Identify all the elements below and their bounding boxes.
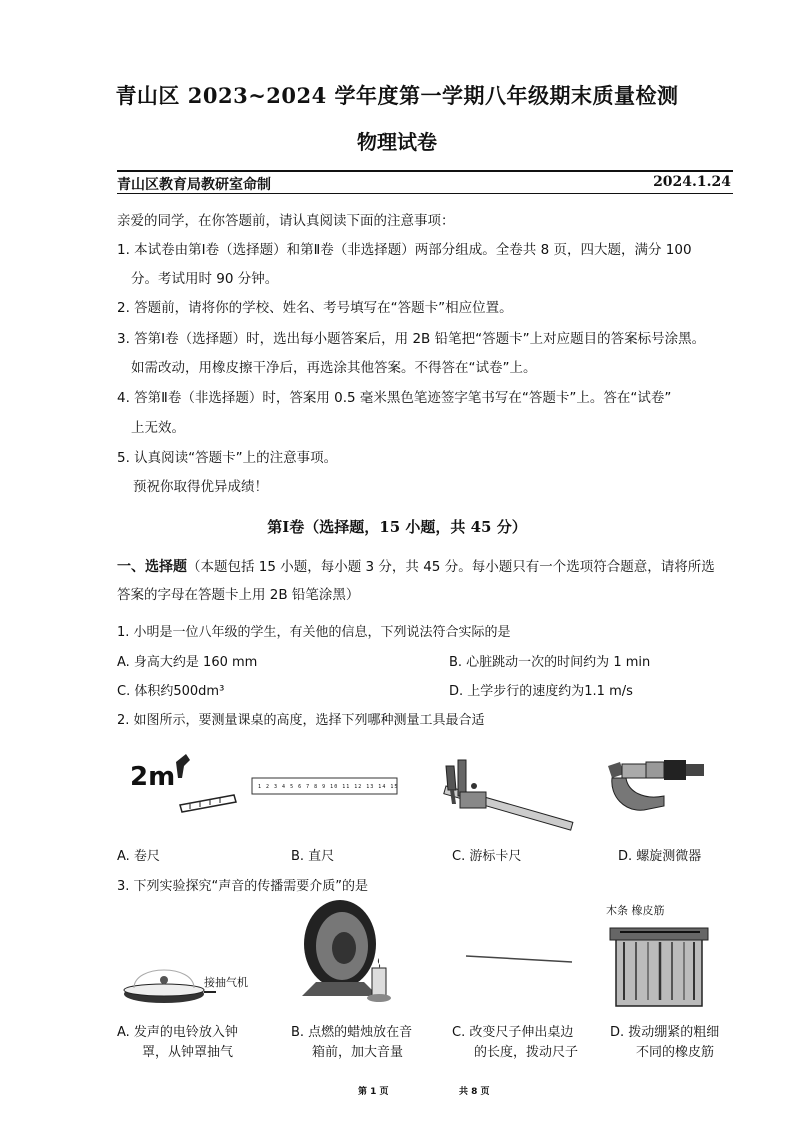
q2-stem: 2. 如图所示，要测量课桌的高度，选择下列哪种测量工具最合适 (117, 713, 485, 728)
notice-item-1: 1. 本试卷由第Ⅰ卷（选择题）和第Ⅱ卷（非选择题）两部分组成。全卷共 8 页，四大题，满分 100 (117, 242, 692, 258)
part-instr-line-2: 答案的字母在答题卡上用 2B 铅笔涂黑） (117, 587, 360, 603)
notice-wish: 预祝你取得优异成绩！ (133, 479, 268, 495)
header-rule-top (117, 170, 733, 172)
tape-measure-icon (126, 750, 246, 830)
q2-option-c: C. 游标卡尺 (452, 849, 522, 864)
q3-option-d-line-2: 不同的橡皮筋 (636, 1045, 715, 1060)
q2-figure-ruler (250, 772, 400, 802)
q3-figure-ruler-table (460, 950, 580, 970)
ruler-numbers: 1 2 3 4 5 6 7 8 9 10 11 12 13 14 15 (258, 784, 399, 790)
exam-subtitle: 物理试卷 (357, 130, 437, 154)
q3-option-a-line-1: A. 发声的电铃放入钟 (117, 1025, 238, 1040)
tape-measure-label: 2m (130, 762, 176, 792)
ruler-table-icon (460, 950, 580, 970)
q2-option-d: D. 螺旋测微器 (618, 849, 702, 864)
q1-option-b: B. 心脏跳动一次的时间约为 1 min (449, 655, 651, 670)
bell-jar-label: 接抽气机 (204, 976, 248, 989)
part-instr-line-1: （本题包括 15 小题，每小题 3 分，共 45 分。每小题只有一个选项符合题意，请将所选 (187, 559, 715, 575)
exam-title: 青山区 2023~2024 学年度第一学期八年级期末质量检测 (115, 83, 679, 108)
q2-figure-micrometer (604, 756, 710, 820)
notice-item-2: 2. 答题前，请将你的学校、姓名、考号填写在“答题卡”相应位置。 (117, 300, 513, 316)
section-heading: 第Ⅰ卷（选择题，15 小题，共 45 分） (267, 518, 527, 536)
notice-item-3: 3. 答第Ⅰ卷（选择题）时，选出每小题答案后，用 2B 铅笔把“答题卡”上对应题目的答案标号涂黑。 (117, 331, 706, 347)
q1-option-a: A. 身高大约是 160 mm (117, 655, 258, 670)
q3-figure-rubber-bands (604, 900, 714, 1012)
notice-item-1-cont: 分。考试用时 90 分钟。 (131, 271, 279, 287)
q1-option-d: D. 上学步行的速度约为1.1 m/s (449, 684, 633, 699)
q1-stem: 1. 小明是一位八年级的学生，有关他的信息，下列说法符合实际的是 (117, 625, 511, 640)
q1-option-c: C. 体积约500dm³ (117, 684, 225, 699)
notice-item-4: 4. 答第Ⅱ卷（非选择题）时，答案用 0.5 毫米黑色笔迹签字笔书写在“答题卡”上。答在“试卷” (117, 390, 672, 406)
q2-option-a: A. 卷尺 (117, 849, 160, 864)
notice-item-3-cont: 如需改动，用橡皮擦干净后，再选涂其他答案。不得答在“试卷”上。 (131, 360, 537, 376)
notice-greeting: 亲爱的同学，在你答题前，请认真阅读下面的注意事项： (117, 213, 455, 229)
q3-figure-speaker-candle (290, 898, 400, 1010)
q3-figure-bell-jar (120, 944, 270, 1008)
q3-option-d-line-1: D. 拨动绷紧的粗细 (610, 1025, 720, 1040)
q3-option-a-line-2: 罩，从钟罩抽气 (142, 1045, 234, 1060)
speaker-candle-icon (290, 898, 400, 1010)
q3-option-b-line-2: 箱前，加大音量 (312, 1045, 404, 1060)
notice-item-4-cont: 上无效。 (131, 420, 185, 436)
part-instructions (117, 556, 715, 576)
q3-option-b-line-1: B. 点燃的蜡烛放在音 (291, 1025, 413, 1040)
part-title: 一、选择题 (117, 559, 187, 575)
q3-option-c-line-1: C. 改变尺子伸出桌边 (452, 1025, 574, 1040)
rubber-bands-label: 木条 橡皮筋 (606, 904, 665, 917)
q3-stem: 3. 下列实验探究“声音的传播需要介质”的是 (117, 879, 369, 894)
notice-item-5: 5. 认真阅读“答题卡”上的注意事项。 (117, 450, 338, 466)
publisher: 青山区教育局教研室命制 (117, 177, 271, 193)
q2-option-b: B. 直尺 (291, 849, 335, 864)
q3-option-c-line-2: 的长度，拨动尺子 (474, 1045, 579, 1060)
vernier-caliper-icon (436, 756, 586, 840)
exam-date: 2024.1.24 (653, 174, 731, 190)
footer-page-number: 第 1 页 (358, 1087, 389, 1097)
q2-figure-tape-measure (126, 750, 246, 830)
q2-figure-vernier-caliper (436, 756, 586, 840)
micrometer-icon (604, 756, 710, 820)
header-rule-bottom (117, 193, 733, 194)
footer-total-pages: 共 8 页 (459, 1087, 490, 1097)
